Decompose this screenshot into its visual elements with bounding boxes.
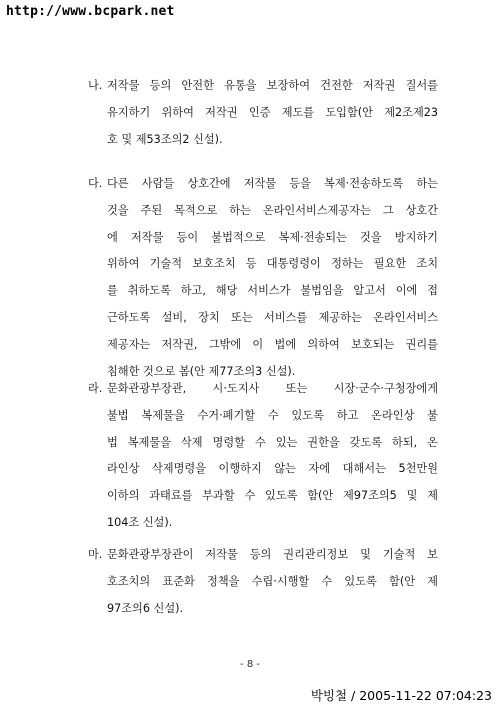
item-line: 문화관광부장관, 시·도지사 또는 시장·군수·구청장에게 — [107, 382, 438, 395]
item-line: 를 취하도록 하고, 해당 서비스가 불법임을 알고서 이에 접 — [107, 284, 438, 298]
footer-stamp: 박빙철 / 2005-11-22 07:04:23 — [310, 688, 492, 703]
item-marker: 다. — [88, 177, 103, 190]
page-number: - 8 - — [240, 659, 260, 670]
item-line: 에 저작물 등이 불법적으로 복제·전송되는 것을 방지하기 — [107, 230, 438, 244]
item-line: 라인상 삭제명령을 이행하지 않는 자에 대해서는 5천만원 — [107, 462, 438, 476]
item-line: 위하여 기술적 보호조치 등 대통령령이 정하는 필요한 조치 — [107, 257, 438, 271]
item-line: 다른 사람들 상호간에 저작물 등을 복제·전송하도록 하는 — [107, 177, 438, 190]
item-line: 것을 주된 목적으로 하는 온라인서비스제공자는 그 상호간 — [107, 203, 438, 217]
item-line: 이하의 과태료를 부과할 수 있도록 함(안 제97조의5 및 제 — [107, 489, 438, 503]
item-line: 호 및 제53조의2 신설). — [107, 132, 223, 146]
item-line: 97조의6 신설). — [107, 601, 184, 615]
list-item-na — [88, 73, 438, 153]
item-marker: 마. — [88, 548, 103, 561]
item-marker: 나. — [88, 79, 103, 92]
list-item-da — [88, 171, 438, 385]
item-line: 저작물 등의 안전한 유통을 보장하여 건전한 저작권 질서를 — [107, 79, 438, 92]
list-item-ma — [88, 542, 438, 622]
item-line: 법 복제물을 삭제 명령할 수 있는 권한을 갖도록 하되, 온 — [107, 435, 438, 449]
list-item-ra — [88, 376, 438, 537]
site-watermark: http://www.bcpark.net — [6, 4, 175, 19]
item-line: 유지하기 위하여 저작권 인증 제도를 도입함(안 제2조제23 — [107, 105, 438, 119]
item-line: 104조 신설). — [107, 515, 173, 529]
item-marker: 라. — [88, 382, 103, 395]
item-line: 침해한 것으로 봄(안 제77조의3 신설). — [107, 364, 296, 378]
item-line: 불법 복제물을 수거·폐기할 수 있도록 하고 온라인상 불 — [107, 408, 438, 422]
item-line: 근하도록 설비, 장치 또는 서비스를 제공하는 온라인서비스 — [107, 310, 438, 324]
item-line: 문화관광부장관이 저작물 등의 권리관리정보 및 기술적 보 — [107, 548, 438, 561]
item-line: 호조치의 표준화 정책을 수립·시행할 수 있도록 함(안 제 — [107, 574, 438, 588]
item-line: 제공자는 저작권, 그밖에 이 법에 의하여 보호되는 권리를 — [107, 337, 438, 351]
